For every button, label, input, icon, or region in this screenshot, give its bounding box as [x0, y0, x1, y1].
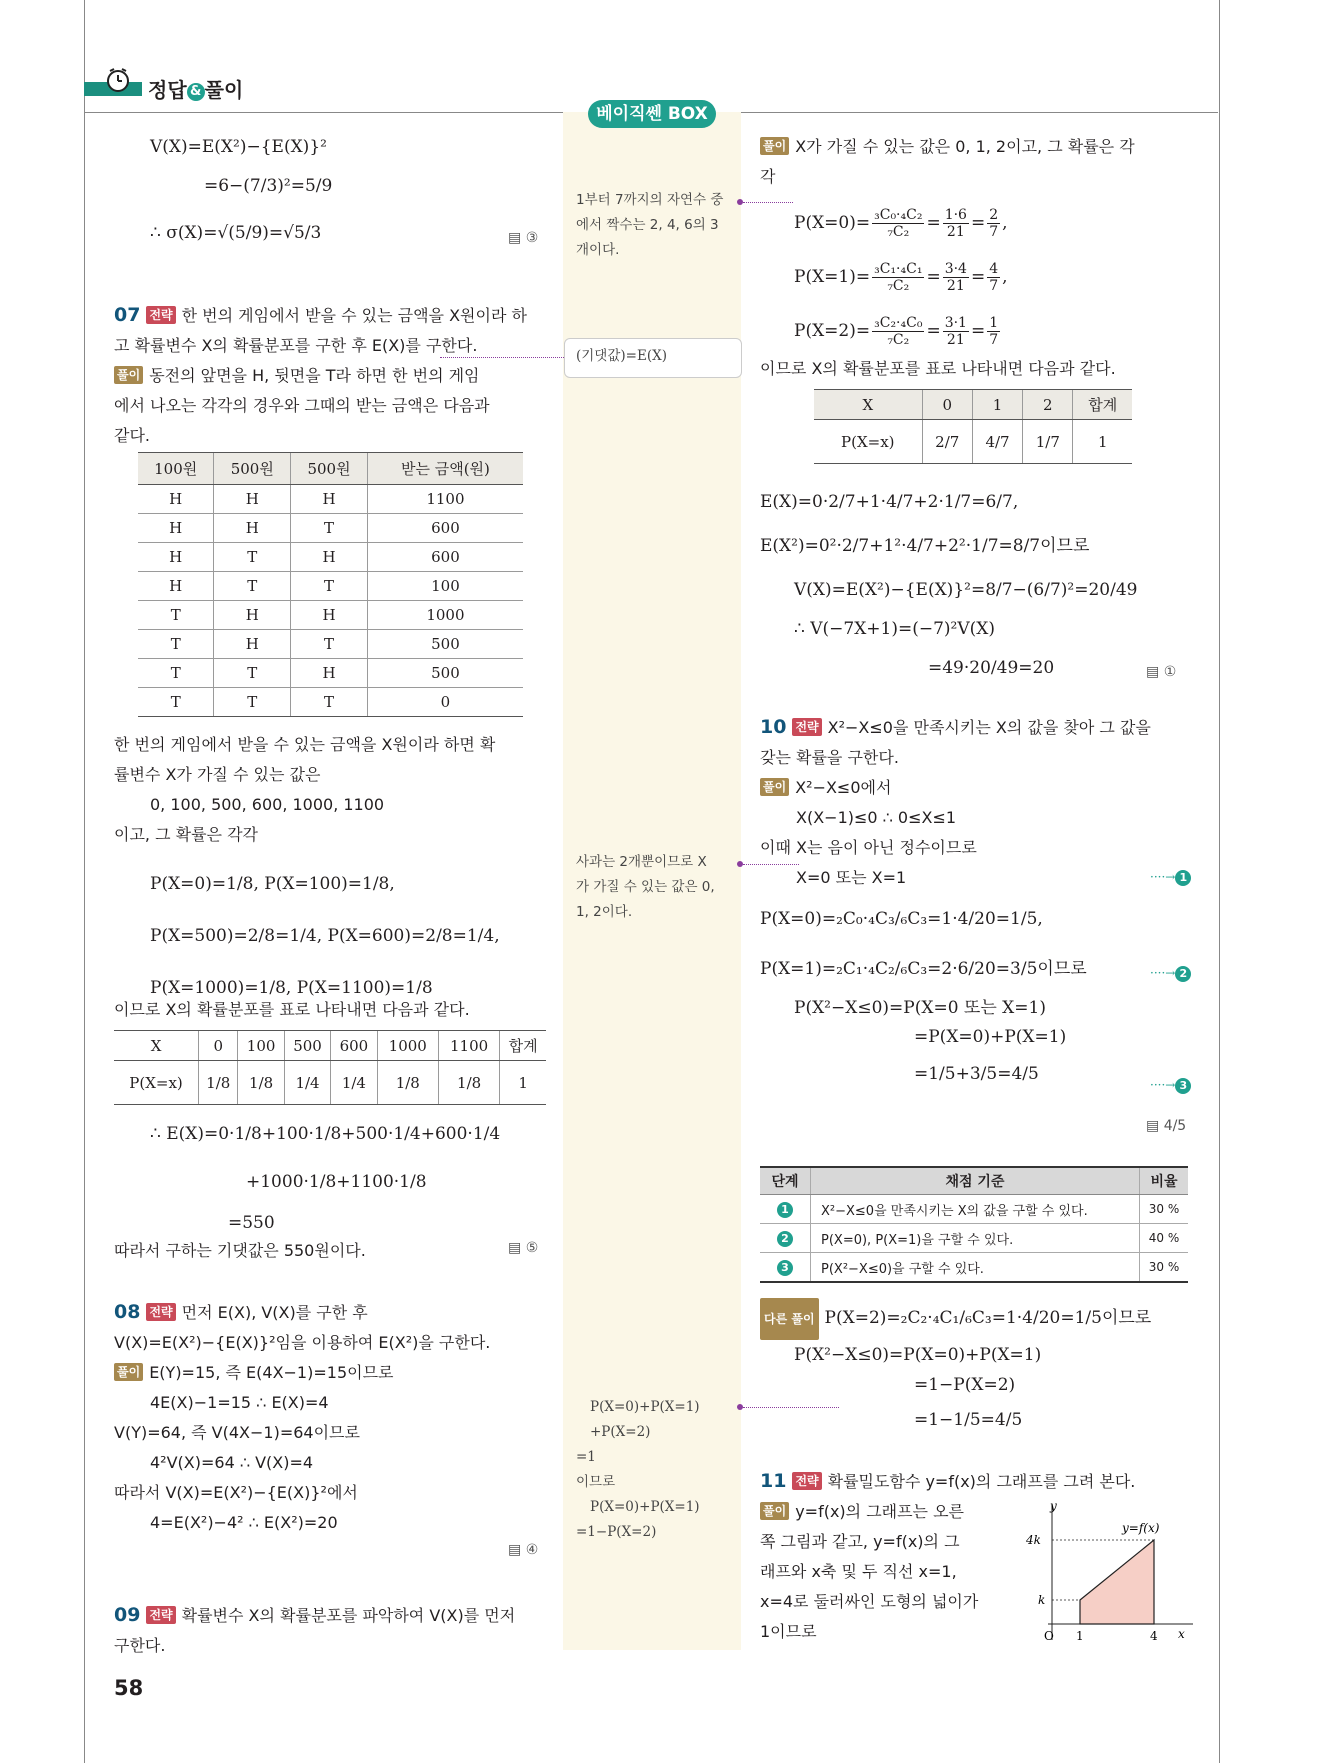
answer-09: ▤ ① — [1146, 664, 1177, 680]
fraction — [987, 315, 1000, 348]
solution-text: X²−X≤0에서 — [795, 778, 892, 797]
table-cell: P(X=0), P(X=1)을 구할 수 있다. — [811, 1224, 1140, 1253]
page-number: 58 — [114, 1676, 144, 1700]
solution-text: 동전의 앞면을 H, 뒷면을 T라 하면 한 번의 게임 — [149, 366, 480, 385]
note-line: 가 가질 수 있는 값은 0, — [576, 879, 715, 895]
x-label: x — [1178, 1627, 1185, 1641]
solution-text: 같다. — [114, 426, 150, 445]
table-header: 0 — [199, 1031, 238, 1061]
math-line: P(X²−X≤0)=P(X=0 또는 X=1) — [794, 998, 1046, 1018]
numerator: 3·4 — [944, 261, 967, 277]
solution-text: 1이므로 — [760, 1622, 817, 1641]
text-line: 한 번의 게임에서 받을 수 있는 금액을 X원이라 하면 확 — [114, 735, 496, 754]
math-line: +1000·1/8+1100·1/8 — [246, 1172, 427, 1192]
note-line: 에서 짝수는 2, 4, 6의 3 — [576, 217, 719, 233]
dist-intro-07: 이므로 X의 확률분포를 표로 나타내면 다음과 같다. — [114, 1000, 470, 1019]
denominator: 21 — [946, 332, 965, 348]
fraction — [943, 261, 969, 294]
box-note-2: (기댓값)=E(X) — [576, 348, 667, 364]
prob-line — [794, 304, 1008, 358]
alternative-solution — [760, 1298, 1151, 1440]
table-header: 채점 기준 — [811, 1167, 1140, 1195]
note-line: P(X=0)+P(X=1) — [590, 1499, 700, 1515]
table-cell: H — [214, 514, 291, 543]
solution-text: X=0 또는 X=1 — [796, 868, 907, 887]
table-cell: T — [291, 572, 368, 601]
problem-09 — [114, 1600, 515, 1661]
table-cell: 40 % — [1140, 1224, 1189, 1253]
strategy-tag: 전략 — [146, 1606, 175, 1624]
function-label: y=f(x) — [1122, 1521, 1160, 1535]
answer-07: ▤ ⑤ — [508, 1240, 539, 1256]
numerator: ₃C₀·₄C₂ — [874, 207, 923, 223]
numerator: 3·1 — [944, 315, 967, 331]
answer-mark: ③ — [525, 230, 539, 246]
math-text: = — [970, 213, 986, 233]
tick-4: 4 — [1150, 1629, 1158, 1643]
math-line: P(X=0)=₂C₀·₄C₃/₆C₃=1·4/20=1/5, — [760, 909, 1043, 929]
strategy-text: 고 확률변수 X의 확률분포를 구한 후 E(X)를 구한다. — [114, 336, 478, 355]
table-cell: 1/8 — [438, 1061, 499, 1105]
box-title: 베이직쎈 BOX — [588, 100, 716, 128]
solution-text: X가 가질 수 있는 값은 0, 1, 2이고, 그 확률은 각 — [795, 137, 1135, 156]
answer-mark: ① — [1163, 664, 1177, 680]
table-cell: 2/7 — [922, 420, 972, 464]
fraction — [872, 315, 924, 348]
math-line: =1−P(X=2) — [914, 1375, 1016, 1395]
solution-text: V(Y)=64, 즉 V(4X−1)=64이므로 — [114, 1423, 360, 1442]
solution-tag: 풀이 — [114, 1363, 143, 1381]
numerator: 1·6 — [944, 207, 967, 223]
strategy-tag: 전략 — [792, 718, 821, 736]
strategy-text: 한 번의 게임에서 받을 수 있는 금액을 X원이라 하 — [181, 306, 527, 325]
table-cell: 1/8 — [199, 1061, 238, 1105]
denominator: 7 — [989, 332, 999, 348]
math-text: P(X=1)= — [794, 267, 871, 287]
math-text: = — [970, 321, 986, 341]
solution-text: 4=E(X²)−4² ∴ E(X²)=20 — [150, 1513, 338, 1532]
solution-tag: 풀이 — [114, 366, 143, 384]
dist-table-07 — [114, 1030, 546, 1105]
math-line: V(X)=E(X²)−{E(X)}² — [150, 137, 327, 157]
fraction — [943, 207, 969, 240]
solution-text: 쪽 그림과 같고, y=f(x)의 그 — [760, 1532, 960, 1551]
table-cell: T — [214, 659, 291, 688]
table-cell: 30 % — [1140, 1195, 1189, 1224]
table-cell: 30 % — [1140, 1253, 1189, 1283]
numerator: 2 — [989, 207, 999, 223]
prob07-probs — [150, 858, 500, 1014]
header-title2: 풀이 — [204, 78, 244, 102]
table-header: X — [814, 390, 922, 420]
note-line: P(X=0)+P(X=1) — [590, 1399, 700, 1415]
answer-08: ▤ ④ — [508, 1542, 539, 1558]
table-cell: 1 — [500, 1061, 546, 1105]
table-header: 500원 — [214, 453, 291, 485]
table-cell: P(X=x) — [114, 1061, 199, 1105]
problem-number: 11 — [760, 1470, 787, 1492]
step-marker-1: ····→ 1 — [1150, 866, 1191, 886]
problem-08 — [114, 1297, 490, 1538]
math-line: =1−1/5=4/5 — [914, 1410, 1023, 1430]
table-header: 2 — [1023, 390, 1073, 420]
math-line: =6−(7/3)²=5/9 — [204, 176, 333, 196]
table-cell: 1/4 — [284, 1061, 330, 1105]
table-header: 받는 금액(원) — [367, 453, 523, 485]
math-line: P(X=2)=₂C₂·₄C₁/₆C₃=1·4/20=1/5이므로 — [824, 1308, 1152, 1328]
note-line: 개이다. — [576, 242, 620, 258]
solution-text: 에서 나오는 각각의 경우와 그때의 받는 금액은 다음과 — [114, 396, 490, 415]
table-cell: H — [138, 572, 214, 601]
denominator: 21 — [946, 224, 965, 240]
tick-4k: 4k — [1026, 1533, 1041, 1547]
table-cell: 500 — [367, 630, 523, 659]
math-line: P(X=1)=₂C₁·₄C₂/₆C₃=2·6/20=3/5이므로 — [760, 959, 1087, 979]
table-cell: 100 — [367, 572, 523, 601]
problem-07 — [114, 300, 527, 451]
table-header: X — [114, 1031, 199, 1061]
problem-number: 08 — [114, 1301, 141, 1323]
prob-line — [794, 196, 1008, 250]
table-cell: T — [138, 688, 214, 717]
solution-text: X(X−1)≤0 ∴ 0≤X≤1 — [796, 808, 957, 827]
table-cell: H — [138, 514, 214, 543]
note-line: 사과는 2개뿐이므로 X — [576, 854, 707, 870]
math-text: = — [926, 267, 941, 287]
solution-text: 따라서 V(X)=E(X²)−{E(X)}²에서 — [114, 1483, 358, 1502]
text-line: 이고, 그 확률은 각각 — [114, 825, 258, 844]
table-header: 1100 — [438, 1031, 499, 1061]
math-line: =49·20/49=20 — [928, 658, 1055, 678]
table-cell: 1/7 — [1023, 420, 1073, 464]
strategy-tag: 전략 — [146, 1303, 175, 1321]
prob09-sol-start — [760, 132, 1135, 192]
step-marker-3: ····→ 3 — [1150, 1074, 1191, 1094]
numerator: ₃C₂·₄C₀ — [874, 315, 923, 331]
fraction — [987, 261, 1000, 294]
math-line: E(X²)=0²·2/7+1²·4/7+2²·1/7=8/7이므로 — [760, 536, 1090, 556]
table-header: 1000 — [377, 1031, 438, 1061]
math-text: , — [1002, 267, 1008, 287]
table-cell: T — [214, 572, 291, 601]
denominator: ₇C₂ — [887, 224, 910, 240]
math-line: =1/5+3/5=4/5 — [914, 1064, 1039, 1084]
solution-text: 래프와 x축 및 두 직선 x=1, — [760, 1562, 957, 1581]
table-cell: H — [214, 630, 291, 659]
solution-tag: 풀이 — [760, 778, 789, 796]
step-number: 3 — [1175, 1078, 1191, 1094]
answer-mark: 4/5 — [1163, 1118, 1187, 1134]
strategy-tag: 전략 — [146, 306, 175, 324]
denominator: 7 — [989, 278, 999, 294]
math-line: ∴ σ(X)=√(5/9)=√5/3 — [150, 223, 322, 243]
table-header: 600 — [331, 1031, 377, 1061]
problem-number: 09 — [114, 1604, 141, 1626]
table-cell: T — [214, 688, 291, 717]
note-line: =1 — [576, 1449, 596, 1465]
fraction — [943, 315, 969, 348]
prob07-after — [114, 730, 495, 850]
math-line: ∴ V(−7X+1)=(−7)²V(X) — [794, 619, 996, 639]
strategy-text: 먼저 E(X), V(X)를 구한 후 — [181, 1303, 368, 1322]
table-cell: H — [214, 485, 291, 514]
tick-1: 1 — [1076, 1629, 1084, 1643]
solution-text: E(Y)=15, 즉 E(4X−1)=15이므로 — [149, 1363, 394, 1382]
table-cell: H — [138, 543, 214, 572]
strategy-text: 확률밀도함수 y=f(x)의 그래프를 그려 본다. — [827, 1472, 1136, 1491]
table-cell: 600 — [367, 543, 523, 572]
problem-number: 10 — [760, 716, 787, 738]
box-note-1 — [576, 188, 723, 263]
table-cell: 1000 — [367, 601, 523, 630]
solution-text: 4²V(X)=64 ∴ V(X)=4 — [150, 1453, 314, 1472]
step-number: 3 — [777, 1260, 793, 1276]
answer-mark: ④ — [525, 1542, 539, 1558]
strategy-text: 확률변수 X의 확률분포를 파악하여 V(X)를 먼저 — [181, 1606, 516, 1625]
math-line: P(X²−X≤0)=P(X=0)+P(X=1) — [794, 1345, 1042, 1365]
table-cell: X²−X≤0을 만족시키는 X의 값을 구할 수 있다. — [811, 1195, 1140, 1224]
math-line: ∴ E(X)=0·1/8+100·1/8+500·1/4+600·1/4 — [150, 1124, 501, 1144]
y-label: y — [1050, 1499, 1057, 1513]
table-cell: 1/8 — [238, 1061, 284, 1105]
dist-table-09 — [814, 389, 1132, 464]
table-cell: H — [291, 659, 368, 688]
numerator: 1 — [989, 315, 999, 331]
table-cell: T — [291, 630, 368, 659]
dist-intro-09: 이므로 X의 확률분포를 표로 나타내면 다음과 같다. — [760, 359, 1116, 378]
table-cell: 1 — [1073, 420, 1132, 464]
step-number: 2 — [1175, 966, 1191, 982]
math-line: E(X)=0·2/7+1·4/7+2·1/7=6/7, — [760, 492, 1019, 512]
conclusion-07: 따라서 구하는 기댓값은 550원이다. — [114, 1241, 366, 1260]
solution-text: y=f(x)의 그래프는 오른 — [795, 1502, 965, 1521]
denominator: ₇C₂ — [887, 278, 910, 294]
strategy-text: V(X)=E(X²)−{E(X)}²임을 이용하여 E(X²)을 구한다. — [114, 1333, 491, 1352]
solution-text: 각 — [760, 167, 776, 186]
table-cell: P(X²−X≤0)을 구할 수 있다. — [811, 1253, 1140, 1283]
table-cell: 0 — [367, 688, 523, 717]
prob09-calc — [760, 480, 1137, 690]
density-graph — [1028, 1500, 1198, 1648]
table-cell: 1/4 — [331, 1061, 377, 1105]
note-line: 이므로 — [576, 1474, 616, 1490]
prob-line — [794, 250, 1008, 304]
table-cell: T — [138, 601, 214, 630]
step-marker-2: ····→ 2 — [1150, 962, 1191, 982]
table-header: 합계 — [1073, 390, 1132, 420]
fraction — [987, 207, 1000, 240]
math-line: P(X=500)=2/8=1/4, P(X=600)=2/8=1/4, — [150, 926, 500, 946]
text-line: 률변수 X가 가질 수 있는 값은 — [114, 765, 321, 784]
denominator: ₇C₂ — [887, 332, 910, 348]
solution-text: 이때 X는 음이 아닌 정수이므로 — [760, 838, 977, 857]
table-header: 500 — [284, 1031, 330, 1061]
header-title: 정답 — [148, 78, 187, 102]
table-cell: H — [138, 485, 214, 514]
table-cell: 500 — [367, 659, 523, 688]
table-header: 100 — [238, 1031, 284, 1061]
strategy-text: 구한다. — [114, 1636, 166, 1655]
table-cell: 1/8 — [377, 1061, 438, 1105]
math-text: = — [970, 267, 986, 287]
problem-number: 07 — [114, 304, 141, 326]
table-header: 1 — [972, 390, 1022, 420]
answer-10: ▤ 4/5 — [1146, 1118, 1187, 1134]
answer-06: ▤ ③ — [508, 230, 539, 246]
alt-tag: 다른 풀이 — [760, 1298, 819, 1340]
solution-text: 4E(X)−1=15 ∴ E(X)=4 — [150, 1393, 329, 1412]
table-cell: H — [291, 485, 368, 514]
prob06-tail — [150, 132, 332, 256]
table-cell: 4/7 — [972, 420, 1022, 464]
strategy-tag: 전략 — [792, 1472, 821, 1490]
page-header — [148, 74, 243, 103]
solution-tag: 풀이 — [760, 1502, 789, 1520]
numerator: ₃C₁·₄C₁ — [874, 261, 923, 277]
coin-table — [138, 452, 523, 717]
connector-line — [743, 202, 793, 203]
prob10-calc — [760, 894, 1087, 1096]
note-line: +P(X=2) — [590, 1424, 651, 1440]
math-text: = — [926, 213, 941, 233]
math-text: , — [1002, 213, 1008, 233]
math-text: P(X=2)= — [794, 321, 871, 341]
shaded-region — [1080, 1540, 1154, 1624]
table-header: 500원 — [291, 453, 368, 485]
table-cell: T — [291, 688, 368, 717]
table-cell: 600 — [367, 514, 523, 543]
math-text: P(X=0)= — [794, 213, 871, 233]
problem-10 — [760, 712, 1151, 893]
denominator: 7 — [989, 224, 999, 240]
prob09-probs — [794, 196, 1008, 358]
clock-icon — [104, 66, 132, 99]
table-cell: H — [291, 543, 368, 572]
math-line: V(X)=E(X²)−{E(X)}²=8/7−(6/7)²=20/49 — [794, 580, 1138, 600]
numerator: 4 — [989, 261, 999, 277]
table-cell: 1100 — [367, 485, 523, 514]
table-cell: T — [291, 514, 368, 543]
table-cell: T — [138, 659, 214, 688]
answer-mark: ⑤ — [525, 1240, 539, 1256]
box-note-4 — [576, 1395, 700, 1545]
solution-tag: 풀이 — [760, 137, 789, 155]
text-line: 0, 100, 500, 600, 1000, 1100 — [150, 795, 385, 814]
box-note-3 — [576, 850, 715, 925]
prob07-expect — [150, 1110, 500, 1240]
table-cell: H — [214, 601, 291, 630]
origin-label: O — [1044, 1629, 1054, 1643]
table-header: 100원 — [138, 453, 214, 485]
step-number: 1 — [777, 1202, 793, 1218]
fraction — [872, 261, 924, 294]
math-line: P(X=1000)=1/8, P(X=1100)=1/8 — [150, 978, 433, 998]
step-number: 2 — [777, 1231, 793, 1247]
header-amp: & — [187, 83, 205, 101]
math-line: =P(X=0)+P(X=1) — [914, 1027, 1067, 1047]
table-cell: P(X=x) — [814, 420, 922, 464]
note-line: =1−P(X=2) — [576, 1524, 657, 1540]
denominator: 21 — [946, 278, 965, 294]
strategy-text: 갖는 확률을 구한다. — [760, 748, 899, 767]
step-number: 1 — [1175, 870, 1191, 886]
note-line: 1부터 7까지의 자연수 중 — [576, 192, 724, 208]
note-line: 1, 2이다. — [576, 904, 633, 920]
table-header: 0 — [922, 390, 972, 420]
math-line: =550 — [228, 1213, 275, 1233]
table-cell: T — [138, 630, 214, 659]
fraction — [872, 207, 924, 240]
strategy-text: X²−X≤0을 만족시키는 X의 값을 찾아 그 값을 — [827, 718, 1151, 737]
math-text: = — [926, 321, 941, 341]
table-header: 비율 — [1140, 1167, 1189, 1195]
solution-text: x=4로 둘러싸인 도형의 넓이가 — [760, 1592, 979, 1611]
table-cell: T — [214, 543, 291, 572]
grading-table — [760, 1166, 1188, 1283]
table-header: 합계 — [500, 1031, 546, 1061]
math-line: P(X=0)=1/8, P(X=100)=1/8, — [150, 874, 395, 894]
tick-k: k — [1038, 1593, 1046, 1607]
table-header: 단계 — [760, 1167, 811, 1195]
table-cell: H — [291, 601, 368, 630]
